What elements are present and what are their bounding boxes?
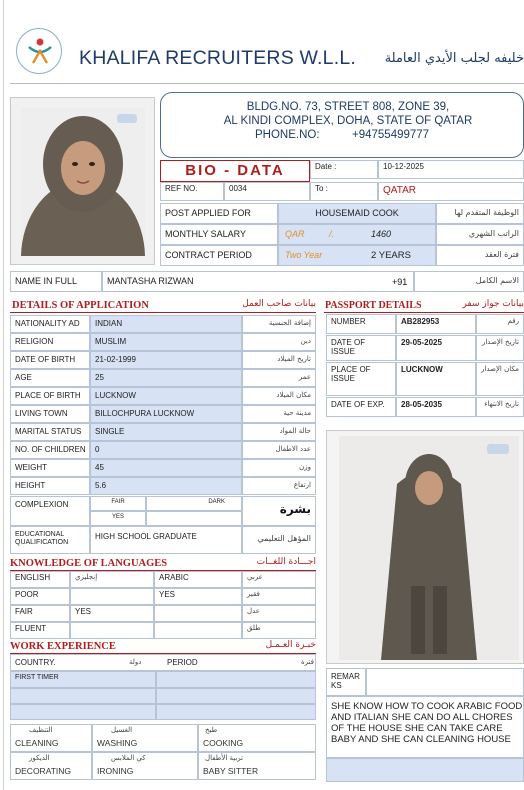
skill-box bbox=[92, 724, 198, 752]
passport-field-value: 28-05-2035 bbox=[396, 397, 476, 417]
post-value: HOUSEMAID COOK bbox=[278, 203, 436, 224]
application-field-value: 5.6 bbox=[90, 477, 242, 495]
language-level-label: POOR bbox=[10, 588, 70, 605]
to-value: QATAR bbox=[378, 182, 524, 201]
application-field-arabic: تاريخ الميلاد bbox=[242, 351, 316, 369]
remarks-line-1: SHE KNOW HOW TO COOK ARABIC FOOD bbox=[331, 701, 523, 712]
language-level-english bbox=[70, 622, 154, 639]
post-label-arabic: الوظيفة المتقدم لها bbox=[436, 203, 524, 224]
passport-title: PASSPORT DETAILS bbox=[325, 300, 422, 311]
salary-label-arabic: الراتب الشهري bbox=[436, 224, 524, 245]
ref-value: 0034 bbox=[224, 182, 310, 201]
application-field-label: AGE bbox=[10, 369, 90, 387]
salary-separator: /. bbox=[329, 229, 335, 239]
language-level-arabic: YES bbox=[154, 588, 242, 605]
bio-data-title-text: BIO - DATA bbox=[185, 162, 285, 179]
education-label: EDUCATIONAL QUALIFICATION bbox=[10, 526, 90, 554]
salary-label: MONTHLY SALARY bbox=[160, 224, 278, 245]
skill-label-arabic: الغسيل bbox=[111, 726, 133, 734]
language-level-arabic bbox=[154, 605, 242, 622]
skill-label-arabic: تربية الأطفال bbox=[205, 754, 244, 762]
skill-label: IRONING bbox=[97, 766, 134, 776]
date-label: Date : bbox=[310, 160, 378, 179]
skill-label: BABY SITTER bbox=[203, 766, 259, 776]
application-field-value: MUSLIM bbox=[90, 333, 242, 351]
name-label: NAME IN FULL bbox=[10, 271, 102, 292]
passport-underline bbox=[324, 312, 524, 313]
skill-box bbox=[10, 752, 92, 780]
salary-value: 1460 bbox=[371, 229, 392, 239]
application-field-value: SINGLE bbox=[90, 423, 242, 441]
passport-field-arabic: رقم bbox=[476, 314, 524, 334]
application-field-label: DATE OF BIRTH bbox=[10, 351, 90, 369]
complexion-label: COMPLEXION bbox=[10, 496, 90, 526]
complexion-fair-yes: YES bbox=[90, 511, 146, 526]
skill-box bbox=[10, 724, 92, 752]
application-field-arabic: إضافة الجنسية bbox=[242, 315, 316, 333]
address-line-1: BLDG.NO. 73, STREET 808, ZONE 39, bbox=[246, 101, 450, 113]
language-level-label: FAIR bbox=[10, 605, 70, 622]
application-title-arabic: بيانات صاحب العمل bbox=[242, 299, 316, 309]
skill-label: COOKING bbox=[203, 738, 244, 748]
skill-box bbox=[92, 752, 198, 780]
name-label-arabic: الاسم الكامل bbox=[414, 271, 524, 292]
remarks-line-2: AND ITALIAN SHE CAN DO ALL CHORES bbox=[331, 712, 513, 723]
application-field-arabic: عدد الاطفال bbox=[242, 441, 316, 459]
education-value: HIGH SCHOOL GRADUATE bbox=[90, 526, 242, 554]
skill-label: DECORATING bbox=[15, 766, 72, 776]
application-field-label: PLACE OF BIRTH bbox=[10, 387, 90, 405]
country-label-arabic: دولة bbox=[129, 658, 142, 666]
complexion-dark-value bbox=[146, 511, 242, 526]
application-field-label: LIVING TOWN bbox=[10, 405, 90, 423]
company-name-arabic: خليفه لجلب الأيدي العاملة bbox=[384, 51, 524, 66]
arabic-label-arabic: عربي bbox=[242, 571, 316, 588]
remarks-label: REMARKS bbox=[326, 668, 366, 696]
experience-row-1-country: FIRST TIMER bbox=[10, 671, 156, 688]
phone-label: PHONE.NO: bbox=[255, 129, 320, 141]
remarks-label-spacer bbox=[366, 668, 524, 696]
header-divider bbox=[10, 83, 524, 84]
language-level-label-arabic: عدل bbox=[242, 605, 316, 622]
application-field-value: 21-02-1999 bbox=[90, 351, 242, 369]
passport-field-value: AB282953 bbox=[396, 314, 476, 334]
complexion-fair: FAIR bbox=[90, 496, 146, 511]
experience-row-2-period bbox=[156, 688, 316, 704]
period-label-arabic: فترة bbox=[301, 658, 314, 666]
contract-label-arabic: فترة العقد bbox=[436, 245, 524, 266]
remarks-footer bbox=[326, 758, 524, 782]
post-label: POST APPLIED FOR bbox=[160, 203, 278, 224]
application-field-label: NO. OF CHILDREN bbox=[10, 441, 90, 459]
experience-row-3-country bbox=[10, 704, 156, 720]
passport-field-label: DATE OF EXP. bbox=[326, 397, 396, 417]
candidate-portrait bbox=[10, 97, 155, 265]
languages-title-arabic: اجـــادة اللغــات bbox=[256, 557, 316, 567]
phone-code: +91 bbox=[392, 277, 408, 287]
experience-row-1-period bbox=[156, 671, 316, 688]
passport-field-arabic: تاريخ الإصدار bbox=[476, 335, 524, 361]
application-field-label: WEIGHT bbox=[10, 459, 90, 477]
skill-label-arabic: طبخ bbox=[205, 726, 218, 734]
candidate-full-photo bbox=[326, 430, 524, 664]
application-field-label: MARITAL STATUS bbox=[10, 423, 90, 441]
passport-field-value: LUCKNOW bbox=[396, 362, 476, 396]
passport-field-label: PLACE OF ISSUE bbox=[326, 362, 396, 396]
date-value: 10-12-2025 bbox=[378, 160, 524, 179]
address-line-2: AL KINDI COMPLEX, DOHA, STATE OF QATAR bbox=[223, 115, 473, 127]
application-field-arabic: مكان الميلاد bbox=[242, 387, 316, 405]
skill-label: WASHING bbox=[97, 738, 138, 748]
education-label-arabic: المؤهل التعليمي bbox=[242, 526, 316, 554]
bio-data-title bbox=[160, 160, 310, 182]
salary-currency: QAR bbox=[285, 229, 305, 239]
remarks-text-box bbox=[326, 696, 524, 758]
country-label: COUNTRY. bbox=[15, 658, 56, 667]
language-level-english: YES bbox=[70, 605, 154, 622]
company-name: KHALIFA RECRUITERS W.L.L. bbox=[79, 47, 356, 69]
company-logo bbox=[16, 28, 62, 74]
passport-field-value: 29-05-2025 bbox=[396, 335, 476, 361]
to-label: To : bbox=[310, 182, 378, 201]
application-title: DETAILS OF APPLICATION bbox=[12, 300, 149, 311]
language-level-label: FLUENT bbox=[10, 622, 70, 639]
english-label: ENGLISH bbox=[10, 571, 70, 588]
application-field-value: 0 bbox=[90, 441, 242, 459]
contract-hint: Two Year bbox=[285, 250, 323, 260]
passport-title-arabic: بيانات جواز سفر bbox=[462, 299, 524, 309]
name-value: MANTASHA RIZWAN bbox=[102, 271, 414, 292]
phone-number: +94755499777 bbox=[352, 129, 430, 141]
application-field-value: BILLOCHPURA LUCKNOW bbox=[90, 405, 242, 423]
language-level-label-arabic: فقير bbox=[242, 588, 316, 605]
contract-label: CONTRACT PERIOD bbox=[160, 245, 278, 266]
arabic-label: ARABIC bbox=[154, 571, 242, 588]
english-label-arabic: إنجليزي bbox=[70, 571, 154, 588]
skill-label-arabic: الديكور bbox=[29, 754, 50, 762]
application-field-label: NATIONALITY AD bbox=[10, 315, 90, 333]
complexion-arabic: بشرة bbox=[242, 496, 316, 526]
experience-row-3-period bbox=[156, 704, 316, 720]
skill-box bbox=[198, 752, 316, 780]
application-field-arabic: وزن bbox=[242, 459, 316, 477]
application-field-arabic: ارتفاع bbox=[242, 477, 316, 495]
experience-row-2-country bbox=[10, 688, 156, 704]
complexion-dark: DARK bbox=[146, 496, 242, 511]
application-field-value: 25 bbox=[90, 369, 242, 387]
application-field-label: RELIGION bbox=[10, 333, 90, 351]
application-field-arabic: دين bbox=[242, 333, 316, 351]
passport-field-label: DATE OF ISSUE bbox=[326, 335, 396, 361]
application-field-arabic: مدينة حية bbox=[242, 405, 316, 423]
experience-header bbox=[10, 654, 316, 671]
skill-label-arabic: كي الملابس bbox=[111, 754, 146, 762]
languages-title: KNOWLEDGE OF LANGUAGES bbox=[10, 558, 168, 569]
skill-label: CLEANING bbox=[15, 738, 59, 748]
experience-title-arabic: خبـرة العـمـل bbox=[265, 640, 316, 650]
experience-title: WORK EXPERIENCE bbox=[10, 641, 116, 652]
application-field-label: HEIGHT bbox=[10, 477, 90, 495]
remarks-line-4: BABY AND SHE CAN CLEANING HOUSE bbox=[331, 734, 511, 745]
application-field-arabic: حالة المواد bbox=[242, 423, 316, 441]
page-border bbox=[3, 0, 4, 790]
passport-field-arabic: مكان الإصدار bbox=[476, 362, 524, 396]
passport-field-arabic: تاريخ الانتهاء bbox=[476, 397, 524, 417]
contract-field bbox=[278, 245, 436, 266]
application-field-value: LUCKNOW bbox=[90, 387, 242, 405]
ref-label: REF NO. bbox=[160, 182, 224, 201]
contract-value: 2 YEARS bbox=[371, 250, 411, 261]
language-level-english bbox=[70, 588, 154, 605]
skill-label-arabic: التنظيف bbox=[29, 726, 53, 734]
application-underline bbox=[10, 312, 316, 313]
application-field-arabic: عمر bbox=[242, 369, 316, 387]
passport-field-label: NUMBER bbox=[326, 314, 396, 334]
language-level-label-arabic: طلق bbox=[242, 622, 316, 639]
salary-field bbox=[278, 224, 436, 245]
remarks-line-3: OF THE HOUSE SHE CAN TAKE CARE bbox=[331, 723, 503, 734]
application-field-value: INDIAN bbox=[90, 315, 242, 333]
application-field-value: 45 bbox=[90, 459, 242, 477]
skill-box bbox=[198, 724, 316, 752]
language-level-arabic bbox=[154, 622, 242, 639]
period-label: PERIOD bbox=[167, 658, 198, 667]
